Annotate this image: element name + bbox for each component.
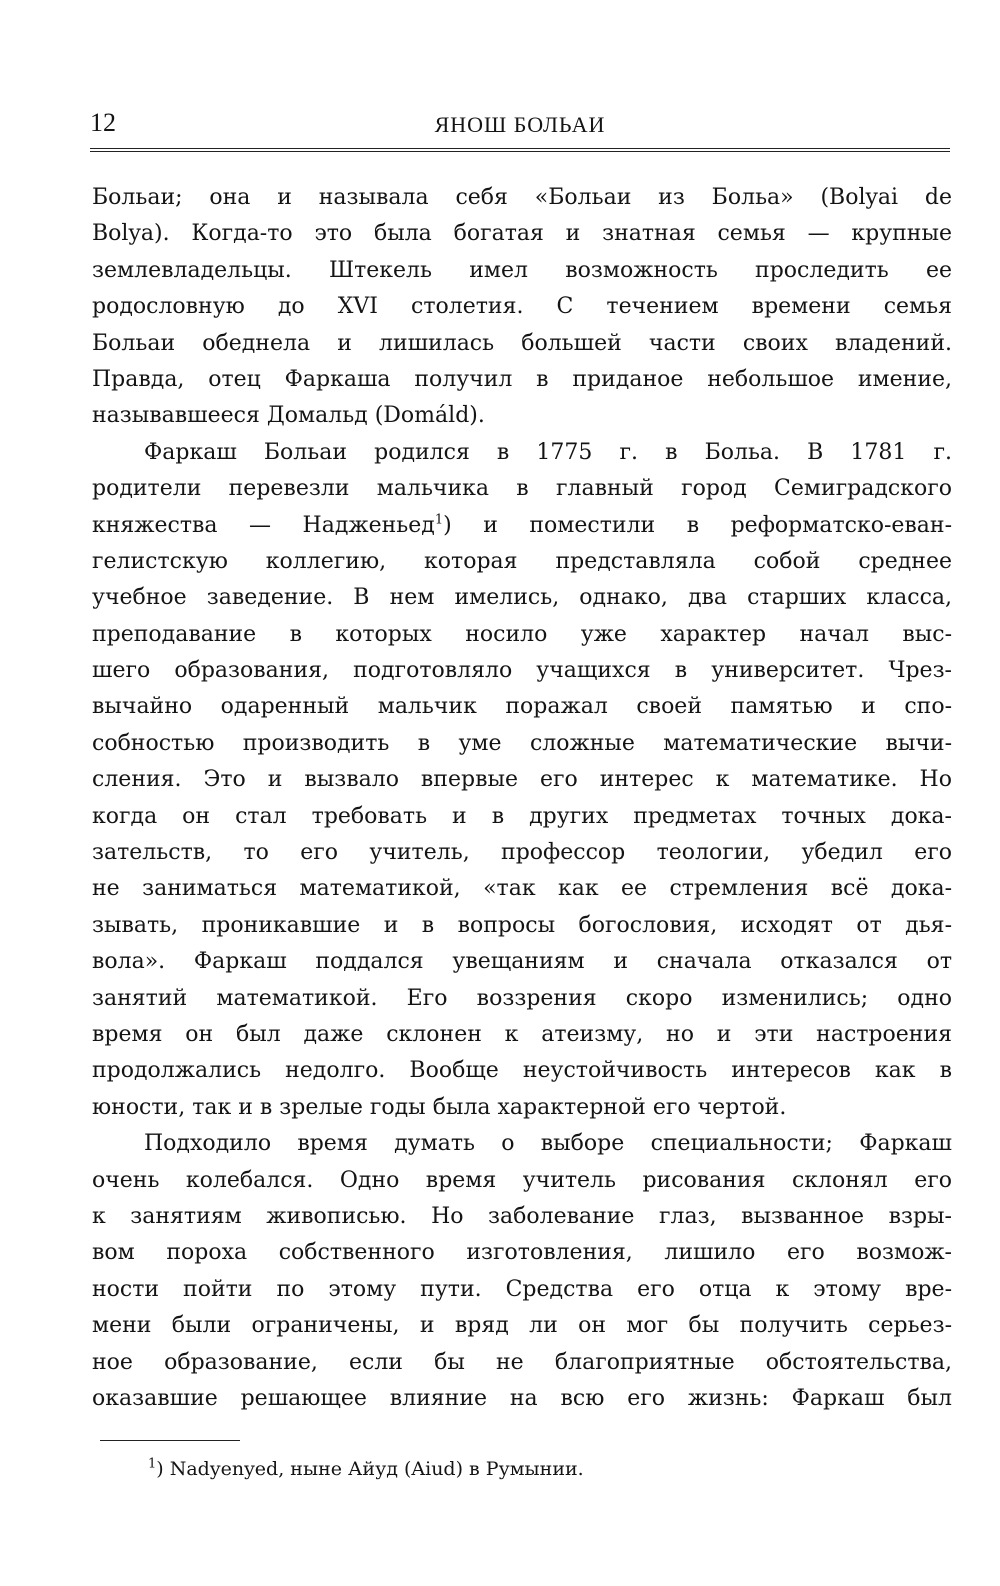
footnote-text: ) Nadyenyed, ныне Айуд (Aiud) в Румынии. <box>156 1458 584 1480</box>
text-line: ное образование, если бы не благоприятные обстоятельства, <box>92 1349 952 1375</box>
page-number: 12 <box>90 108 116 137</box>
text-line: Больаи; она и называла себя «Больаи из Больа» (Bolyai de <box>92 185 952 210</box>
text-line: к занятиям живописью. Но заболевание глаз, вызванное взры- <box>92 1203 952 1229</box>
text-line: гелистскую коллегию, которая представляла собой среднее <box>92 548 952 574</box>
footnote-reference[interactable]: 1 <box>434 512 444 528</box>
footnote-marker: 1 <box>148 1456 157 1472</box>
text-line: учебное заведение. В нем имелись, однако, два старших класса, <box>92 585 952 611</box>
text-line: время он был даже склонен к атеизму, но и эти настроения <box>92 1021 952 1047</box>
text-line: вычайно одаренный мальчик поражал своей памятью и спо- <box>92 694 952 720</box>
text-line: ности пойти по этому пути. Средства его отца к этому вре- <box>92 1276 952 1302</box>
text-line: преподавание в которых носило уже характер начал выс- <box>92 621 952 647</box>
body-text <box>92 180 952 1417</box>
header-rule <box>90 148 950 152</box>
text-line: сления. Это и вызвало впервые его интерес к математике. Но <box>92 767 952 793</box>
text-line: вола». Фаркаш поддался увещаниям и сначала отказался от <box>92 949 952 975</box>
footnote <box>148 1458 584 1480</box>
text-line: мени были ограничены, и вряд ли он мог бы получить серьез- <box>92 1313 952 1339</box>
text-line-with-footnote-ref <box>92 508 952 544</box>
text-line: Фаркаш Больаи родился в 1775 г. в Больа. В 1781 г. <box>144 439 952 465</box>
text-line: зательств, то его учитель, профессор теологии, убедил его <box>92 840 952 866</box>
text-line: родители перевезли мальчика в главный город Семиградского <box>92 476 952 502</box>
text-line: землевладельцы. Штекель имел возможность проследить ее <box>92 257 952 283</box>
text-line: родословную до XVI столетия. С течением времени семья <box>92 294 952 320</box>
footnote-rule <box>100 1440 240 1441</box>
text-segment: княжества — Надженьед <box>92 512 435 538</box>
text-line: Правда, отец Фаркаша получил в приданое небольшое имение, <box>92 366 952 392</box>
text-line: продолжались недолго. Вообще неустойчивость интересов как в <box>92 1058 952 1084</box>
text-line: очень колебался. Одно время учитель рисования склонял его <box>92 1167 952 1193</box>
text-line: собностью производить в уме сложные математические вычи- <box>92 730 952 756</box>
text-line: зывать, проникавшие и в вопросы богословия, исходят от дья- <box>92 912 952 938</box>
text-line: оказавшие решающее влияние на всю его жизнь: Фаркаш был <box>92 1385 952 1411</box>
text-line: не заниматься математикой, «так как ее стремления всё дока- <box>92 876 952 902</box>
text-line: Больаи обеднела и лишилась большей части своих владений. <box>92 330 952 356</box>
text-line: Bolya). Когда-то это была богатая и знатная семья — крупные <box>92 221 952 247</box>
text-line: занятий математикой. Его воззрения скоро изменились; одно <box>92 985 952 1011</box>
text-line: вом пороха собственного изготовления, лишило его возмож- <box>92 1240 952 1266</box>
text-line: Подходило время думать о выборе специальности; Фаркаш <box>144 1131 952 1157</box>
text-line: называвшееся Домальд (Domáld). <box>92 403 485 429</box>
text-line: шего образования, подготовляло учащихся в университет. Чрез- <box>92 658 952 684</box>
running-title: ЯНОШ БОЛЬАИ <box>434 112 606 137</box>
text-segment: ) и поместили в реформатско-еван- <box>443 512 953 538</box>
page-header <box>90 108 950 148</box>
text-line: когда он стал требовать и в других предметах точных дока- <box>92 803 952 829</box>
text-line: юности, так и в зрелые годы была характерной его чертой. <box>92 1094 787 1120</box>
